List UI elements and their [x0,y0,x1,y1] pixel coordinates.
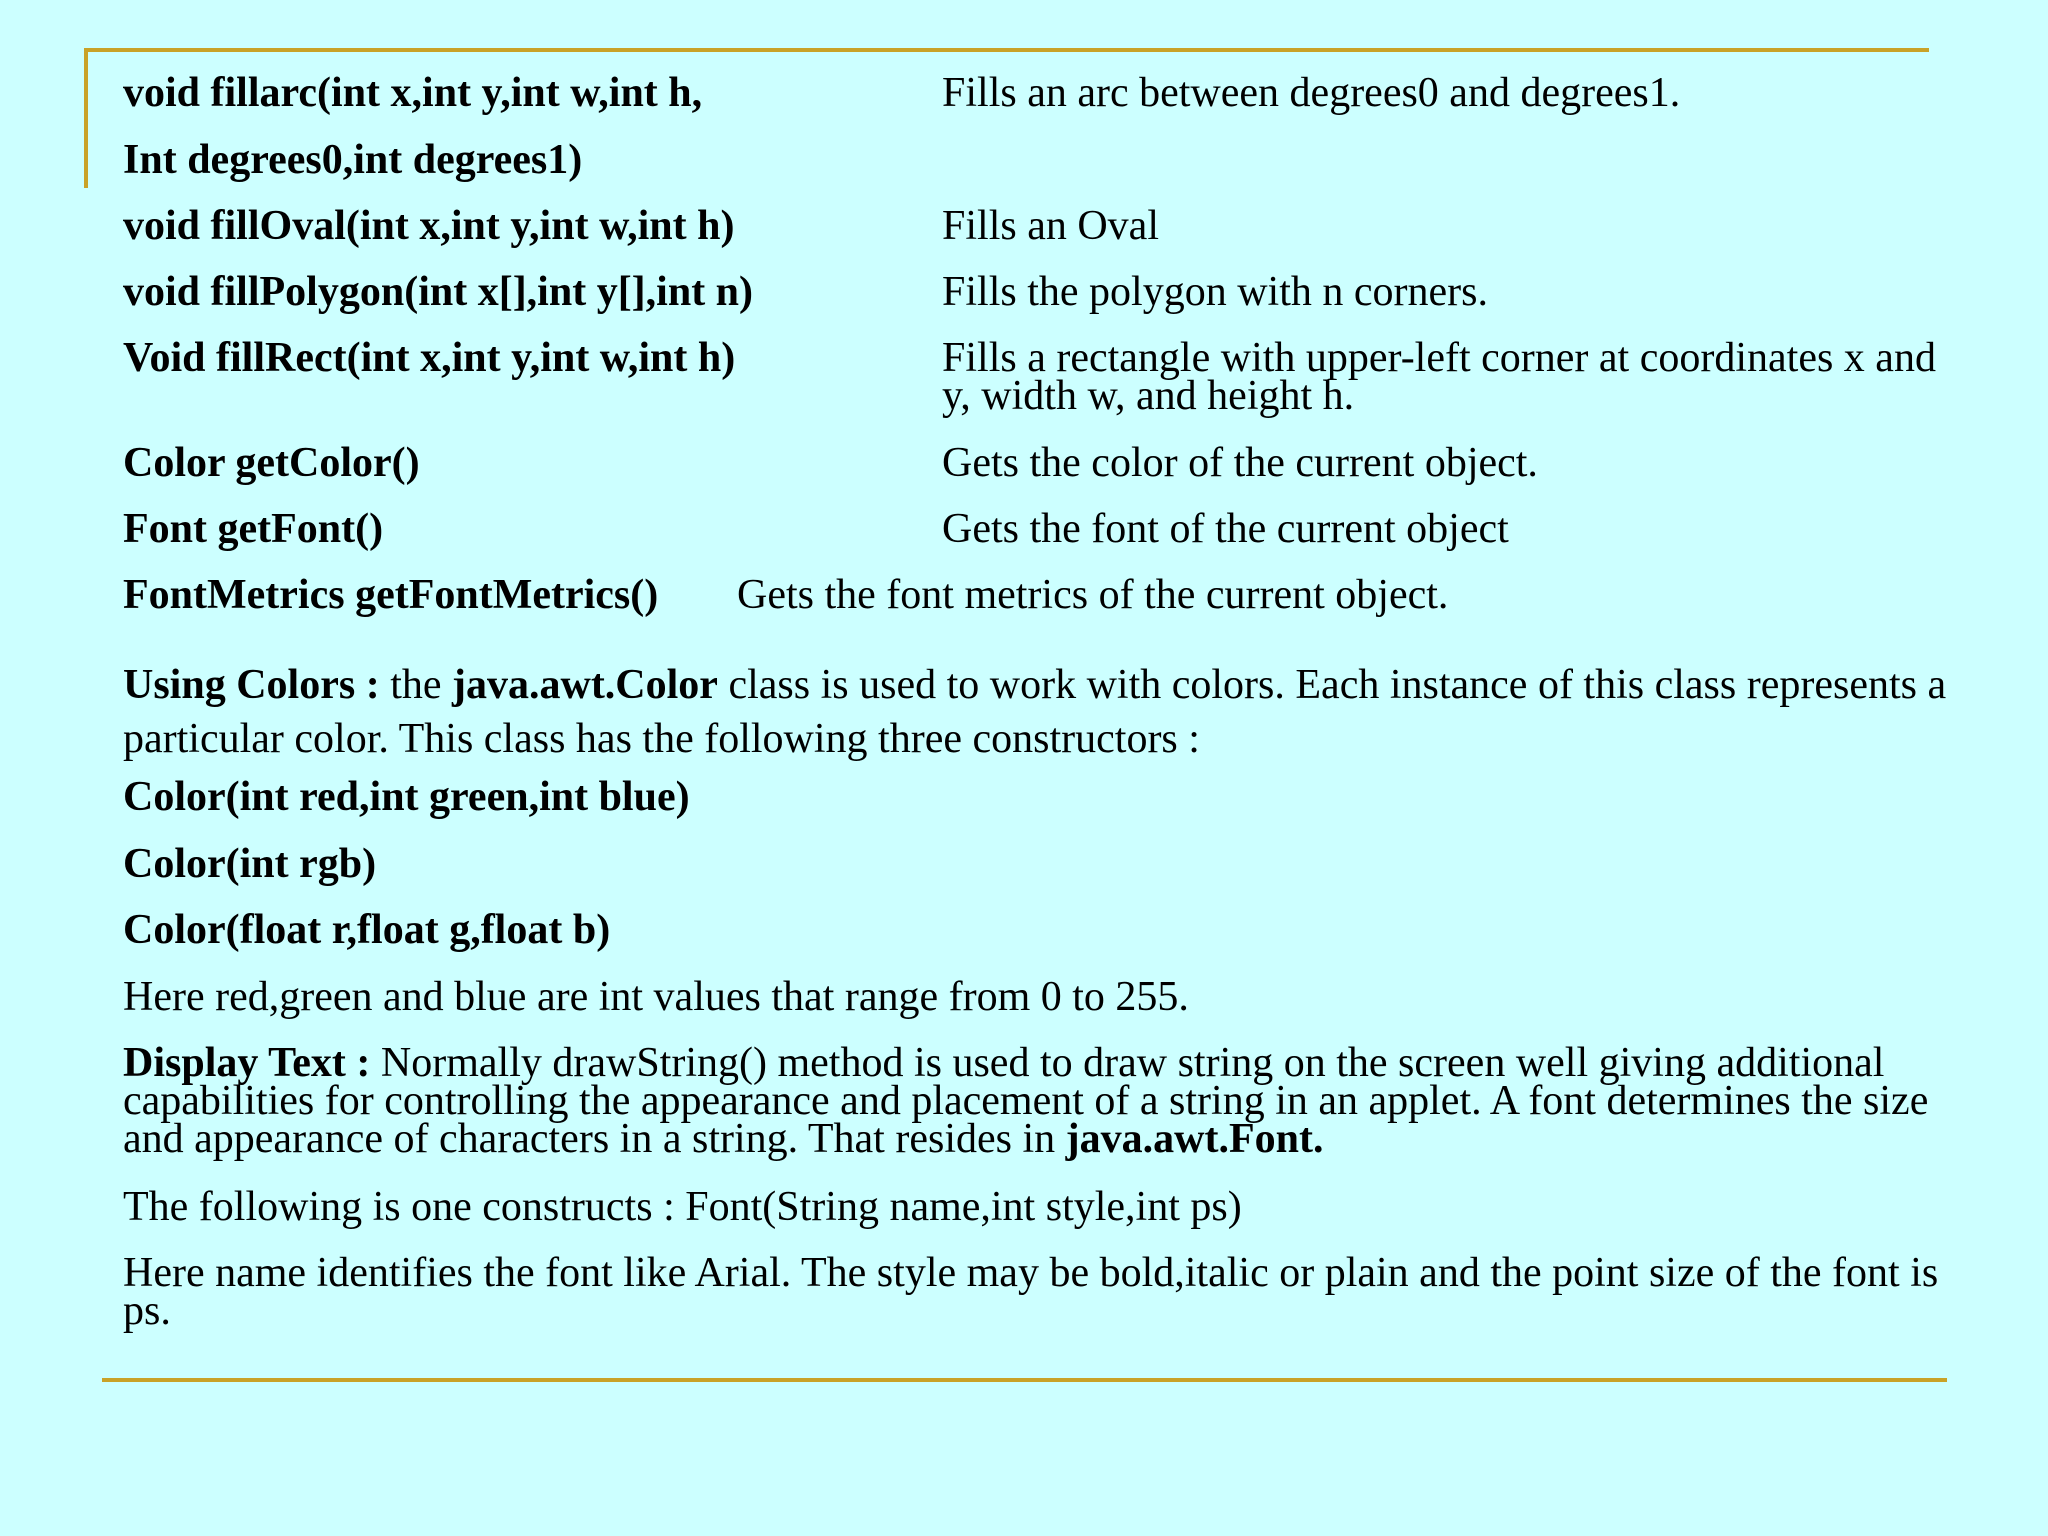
color-class-name: java.awt.Color [452,662,718,708]
colors-text-1: the [379,662,452,708]
left-border-line [84,48,88,188]
font-class-name: java.awt.Font. [1065,1116,1324,1162]
bottom-border-line [102,1378,1947,1382]
method-signature: Color getColor() [123,440,420,486]
top-border-line [84,48,1929,52]
display-text-body: Normally drawString() method is used to draw string on the screen well giving additional capabilities for controlling the appearance and placement of a string in an applet. A font determines the size and appearance of characters in a string. That resides in [123,1040,1929,1162]
method-signature: FontMetrics getFontMetrics() [123,572,659,618]
font-constructor-note: The following is one constructs : Font(String name,int style,int ps) [123,1184,1242,1230]
method-description: Fills the polygon with n corners. [942,269,1488,315]
method-description: Fills a rectangle with upper-left corner at coordinates x and y, width w, and height h. [942,335,1936,419]
constructor-signature: Color(int rgb) [123,841,377,887]
method-description: Gets the font metrics of the current object. [737,572,1449,618]
font-explanation: Here name identifies the font like Arial. The style may be bold,italic or plain and the point size of the font is ps. [123,1250,1939,1334]
method-signature: Void fillRect(int x,int y,int w,int h) [123,335,736,381]
constructor-signature: Color(float r,float g,float b) [123,907,611,953]
colors-heading: Using Colors : [123,662,380,708]
display-text-heading: Display Text : [123,1040,371,1086]
method-signature: Int degrees0,int degrees1) [123,137,583,183]
constructor-signature: Color(int red,int green,int blue) [123,774,690,820]
method-signature: void fillarc(int x,int y,int w,int h, [123,70,703,116]
colors-paragraph [123,658,1953,766]
range-note: Here red,green and blue are int values that range from 0 to 255. [123,974,1189,1020]
method-description: Gets the font of the current object [942,506,1509,552]
method-signature: void fillOval(int x,int y,int w,int h) [123,203,735,249]
display-text-paragraph [123,1040,1953,1162]
method-description: Fills an Oval [942,203,1159,249]
method-description: Gets the color of the current object. [942,440,1538,486]
method-signature: void fillPolygon(int x[],int y[],int n) [123,269,754,315]
method-signature: Font getFont() [123,506,384,552]
method-description: Fills an arc between degrees0 and degrees1. [942,70,1681,116]
colors-text-2: class is used to work with colors. Each instance of this class represents a particular color. This class has the following three constructors : [123,662,1947,762]
